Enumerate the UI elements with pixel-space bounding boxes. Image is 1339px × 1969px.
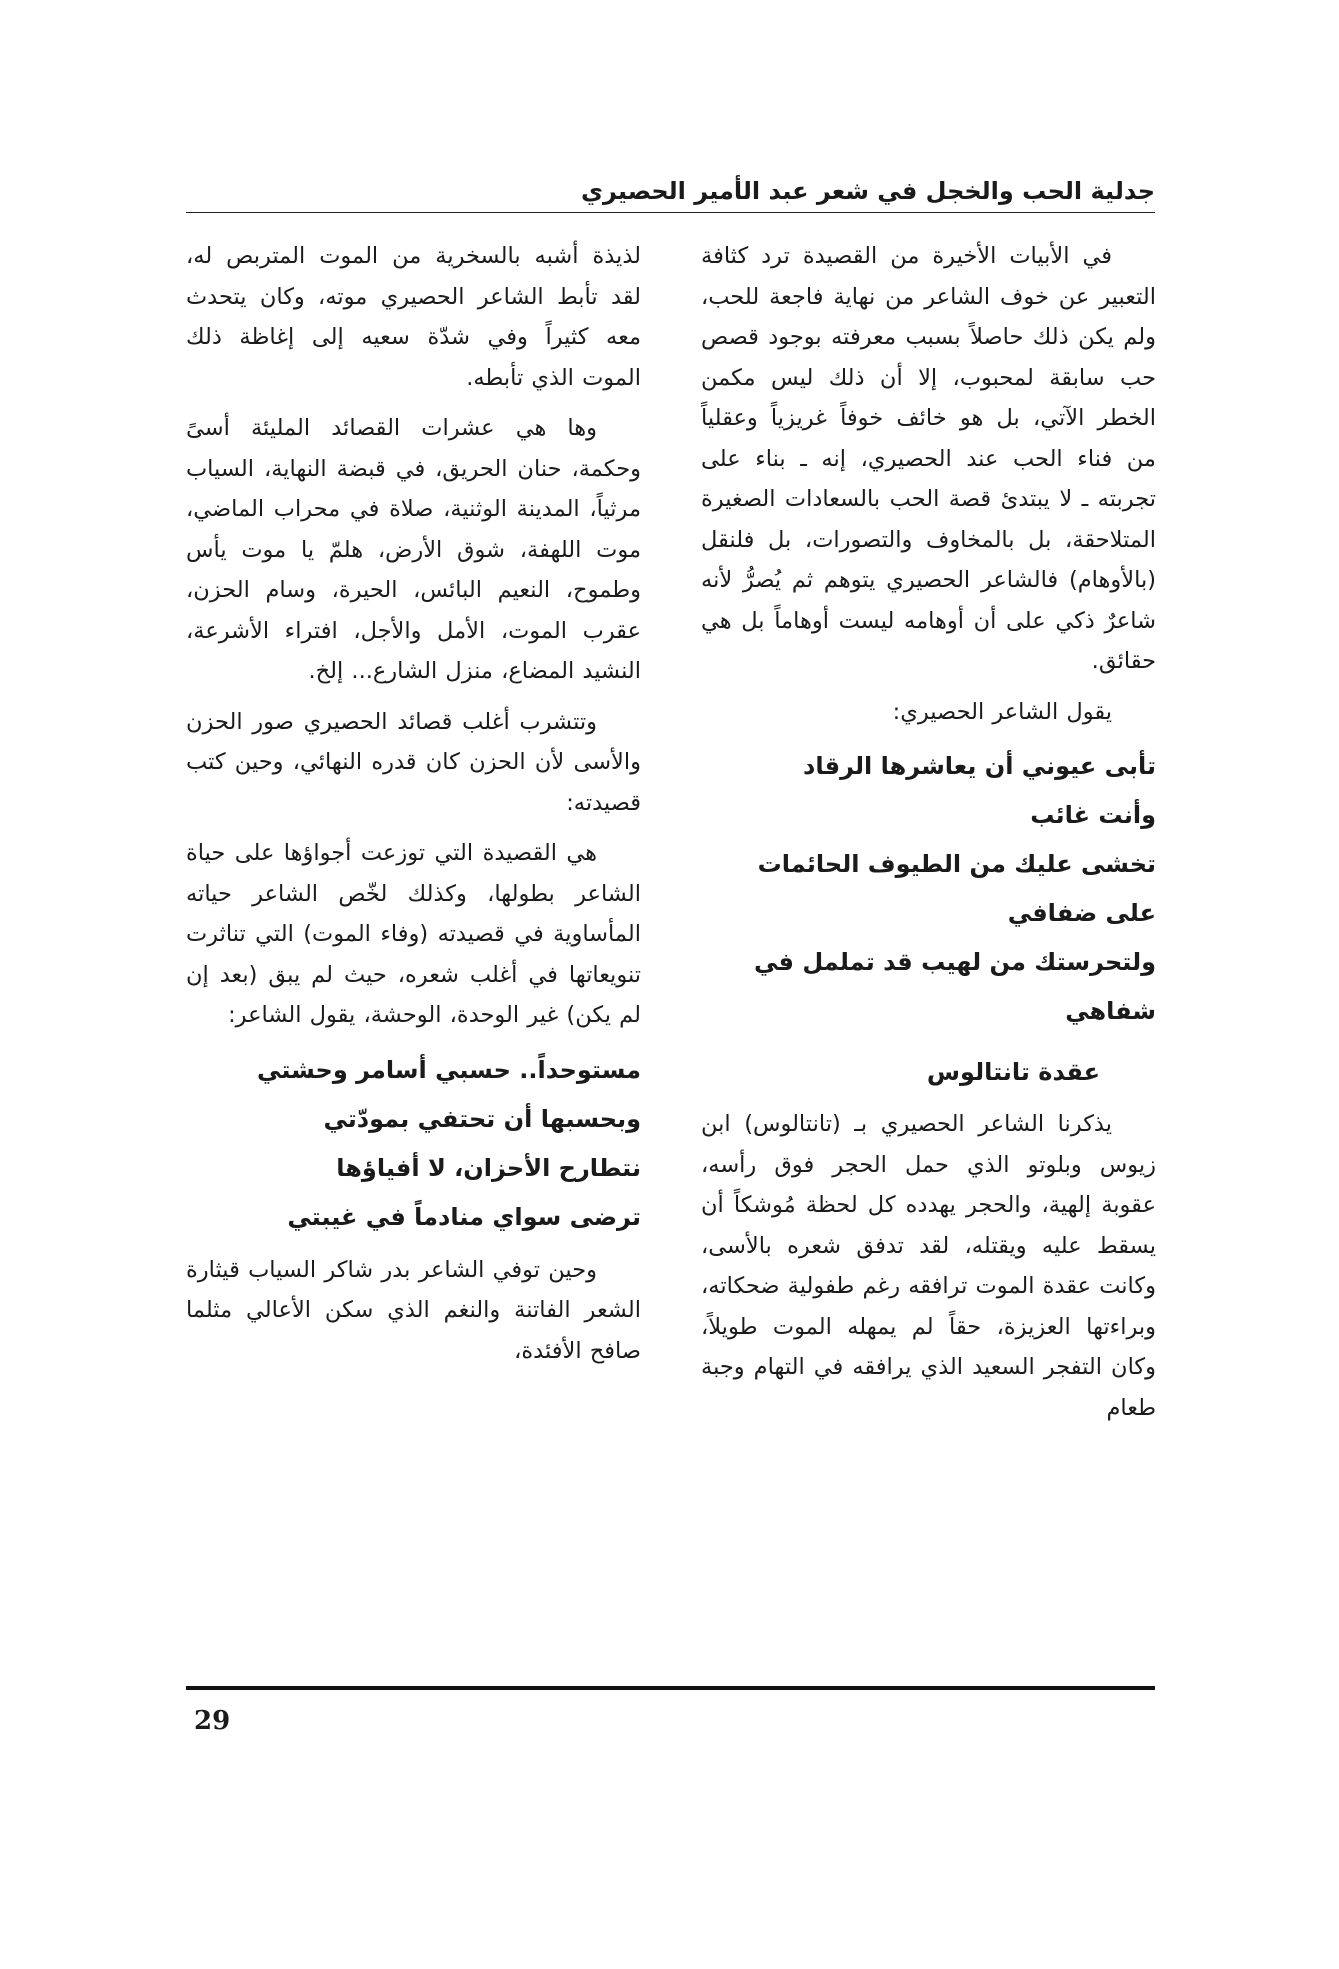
- left-column: [186, 236, 641, 1381]
- poem-line: وأنت غائب: [1030, 801, 1156, 829]
- paragraph: في الأبيات الأخيرة من القصيدة ترد كثافة التعبير عن خوف الشاعر من نهاية فاجعة للحب، ولم يكن ذلك حاصلاً بسبب معرفته بوجود قصص حب سابقة لمحبوب، إلا أن ذلك ليس مكمن الخطر الآتي، بل هو خائف خوفاً غريزياً وعقلياً من فناء الحب عند الحصيري، إنه ـ بناء على تجربته ـ لا يبتدئ قصة الحب بالسعادات الصغيرة المتلاحقة، بل بالمخاوف والتصورات، بل فلنقل (بالأوهام) فالشاعر الحصيري يتوهم ثم يُصرُّ لأنه شاعرٌ ذكي على أن أوهامه ليست أوهاماً بل هي حقائق.: [701, 243, 1156, 674]
- paragraph: يقول الشاعر الحصيري:: [892, 698, 1112, 725]
- section-title: عقدة تانتالوس: [926, 1058, 1100, 1086]
- header-rule: [186, 212, 1155, 213]
- paragraph: لذيذة أشبه بالسخرية من الموت المتربص له، لقد تأبط الشاعر الحصيري موته، وكان يتحدث معه كثيراً وفي شدّة سعيه إلى إغاظة ذلك الموت الذي تأبطه.: [186, 243, 641, 391]
- paragraph: وها هي عشرات القصائد المليئة أسىً وحكمة، حنان الحريق، في قبضة النهاية، السياب مرثياً، المدينة الوثنية، صلاة في محراب الماضي، موت اللهفة، شوق الأرض، هلمّ يا موت يأس وطموح، النعيم البائس، الحيرة، وسام الحزن، عقرب الموت، الأمل والأجل، افتراء الأشرعة، النشيد المضاع، منزل الشارع... إلخ.: [186, 415, 641, 684]
- paragraph: يذكرنا الشاعر الحصيري بـ (تانتالوس) ابن زيوس وبلوتو الذي حمل الحجر فوق رأسه، عقوبة إلهية، والحجر يهدده كل لحظة مُوشكاً أن يسقط عليه ويقتله، لقد تدفق شعره بالأسى، وكانت عقدة الموت ترافقه رغم طفولية ضحكاته، وبراءتها العزيزة، حقاً لم يمهله الموت طويلاً، وكان التفجر السعيد الذي يرافقه في التهام وجبة طعام: [701, 1111, 1156, 1421]
- poem-line: ترضى سواي منادماً في غيبتي: [287, 1202, 641, 1231]
- poem-block: [701, 742, 1156, 1036]
- page-number: 29: [194, 1706, 231, 1736]
- poem-line: نتطارح الأحزان، لا أفياؤها: [336, 1153, 641, 1182]
- running-header: [186, 176, 1155, 210]
- poem-line: تأبى عيوني أن يعاشرها الرقاد: [803, 752, 1156, 780]
- poem-line: على ضفافي: [1007, 899, 1156, 927]
- paragraph: وحين توفي الشاعر بدر شاكر السياب قيثارة الشعر الفاتنة والنغم الذي سكن الأعالي مثلما صافح الأفئدة،: [186, 1256, 641, 1364]
- poem-line: ولتحرستك من لهيب قد تململ في: [754, 948, 1156, 976]
- paragraph: وتتشرب أغلب قصائد الحصيري صور الحزن والأسى لأن الحزن كان قدره النهائي، وحين كتب قصيدته:: [186, 708, 641, 816]
- poem-line: شفاهي: [1065, 997, 1156, 1025]
- footer-rule: [186, 1686, 1155, 1690]
- poem-line: وبحسبها أن تحتفي بمودّتي: [323, 1104, 641, 1133]
- poem-block: [186, 1046, 641, 1242]
- right-column: [701, 236, 1156, 1438]
- paragraph: هي القصيدة التي توزعت أجواؤها على حياة الشاعر بطولها، وكذلك لخّص الشاعر حياته المأساوية في قصيدته (وفاء الموت) التي تناثرت تنويعاتها في أغلب شعره، حيث لم يبق (بعد إن لم يكن) غير الوحدة، الوحشة، يقول الشاعر:: [186, 840, 641, 1028]
- header-title: جدلية الحب والخجل في شعر عبد الأمير الحصيري: [581, 177, 1155, 205]
- poem-line: تخشى عليك من الطيوف الحائمات: [757, 850, 1156, 878]
- poem-line: مستوحداً.. حسبي أسامر وحشتي: [257, 1055, 641, 1084]
